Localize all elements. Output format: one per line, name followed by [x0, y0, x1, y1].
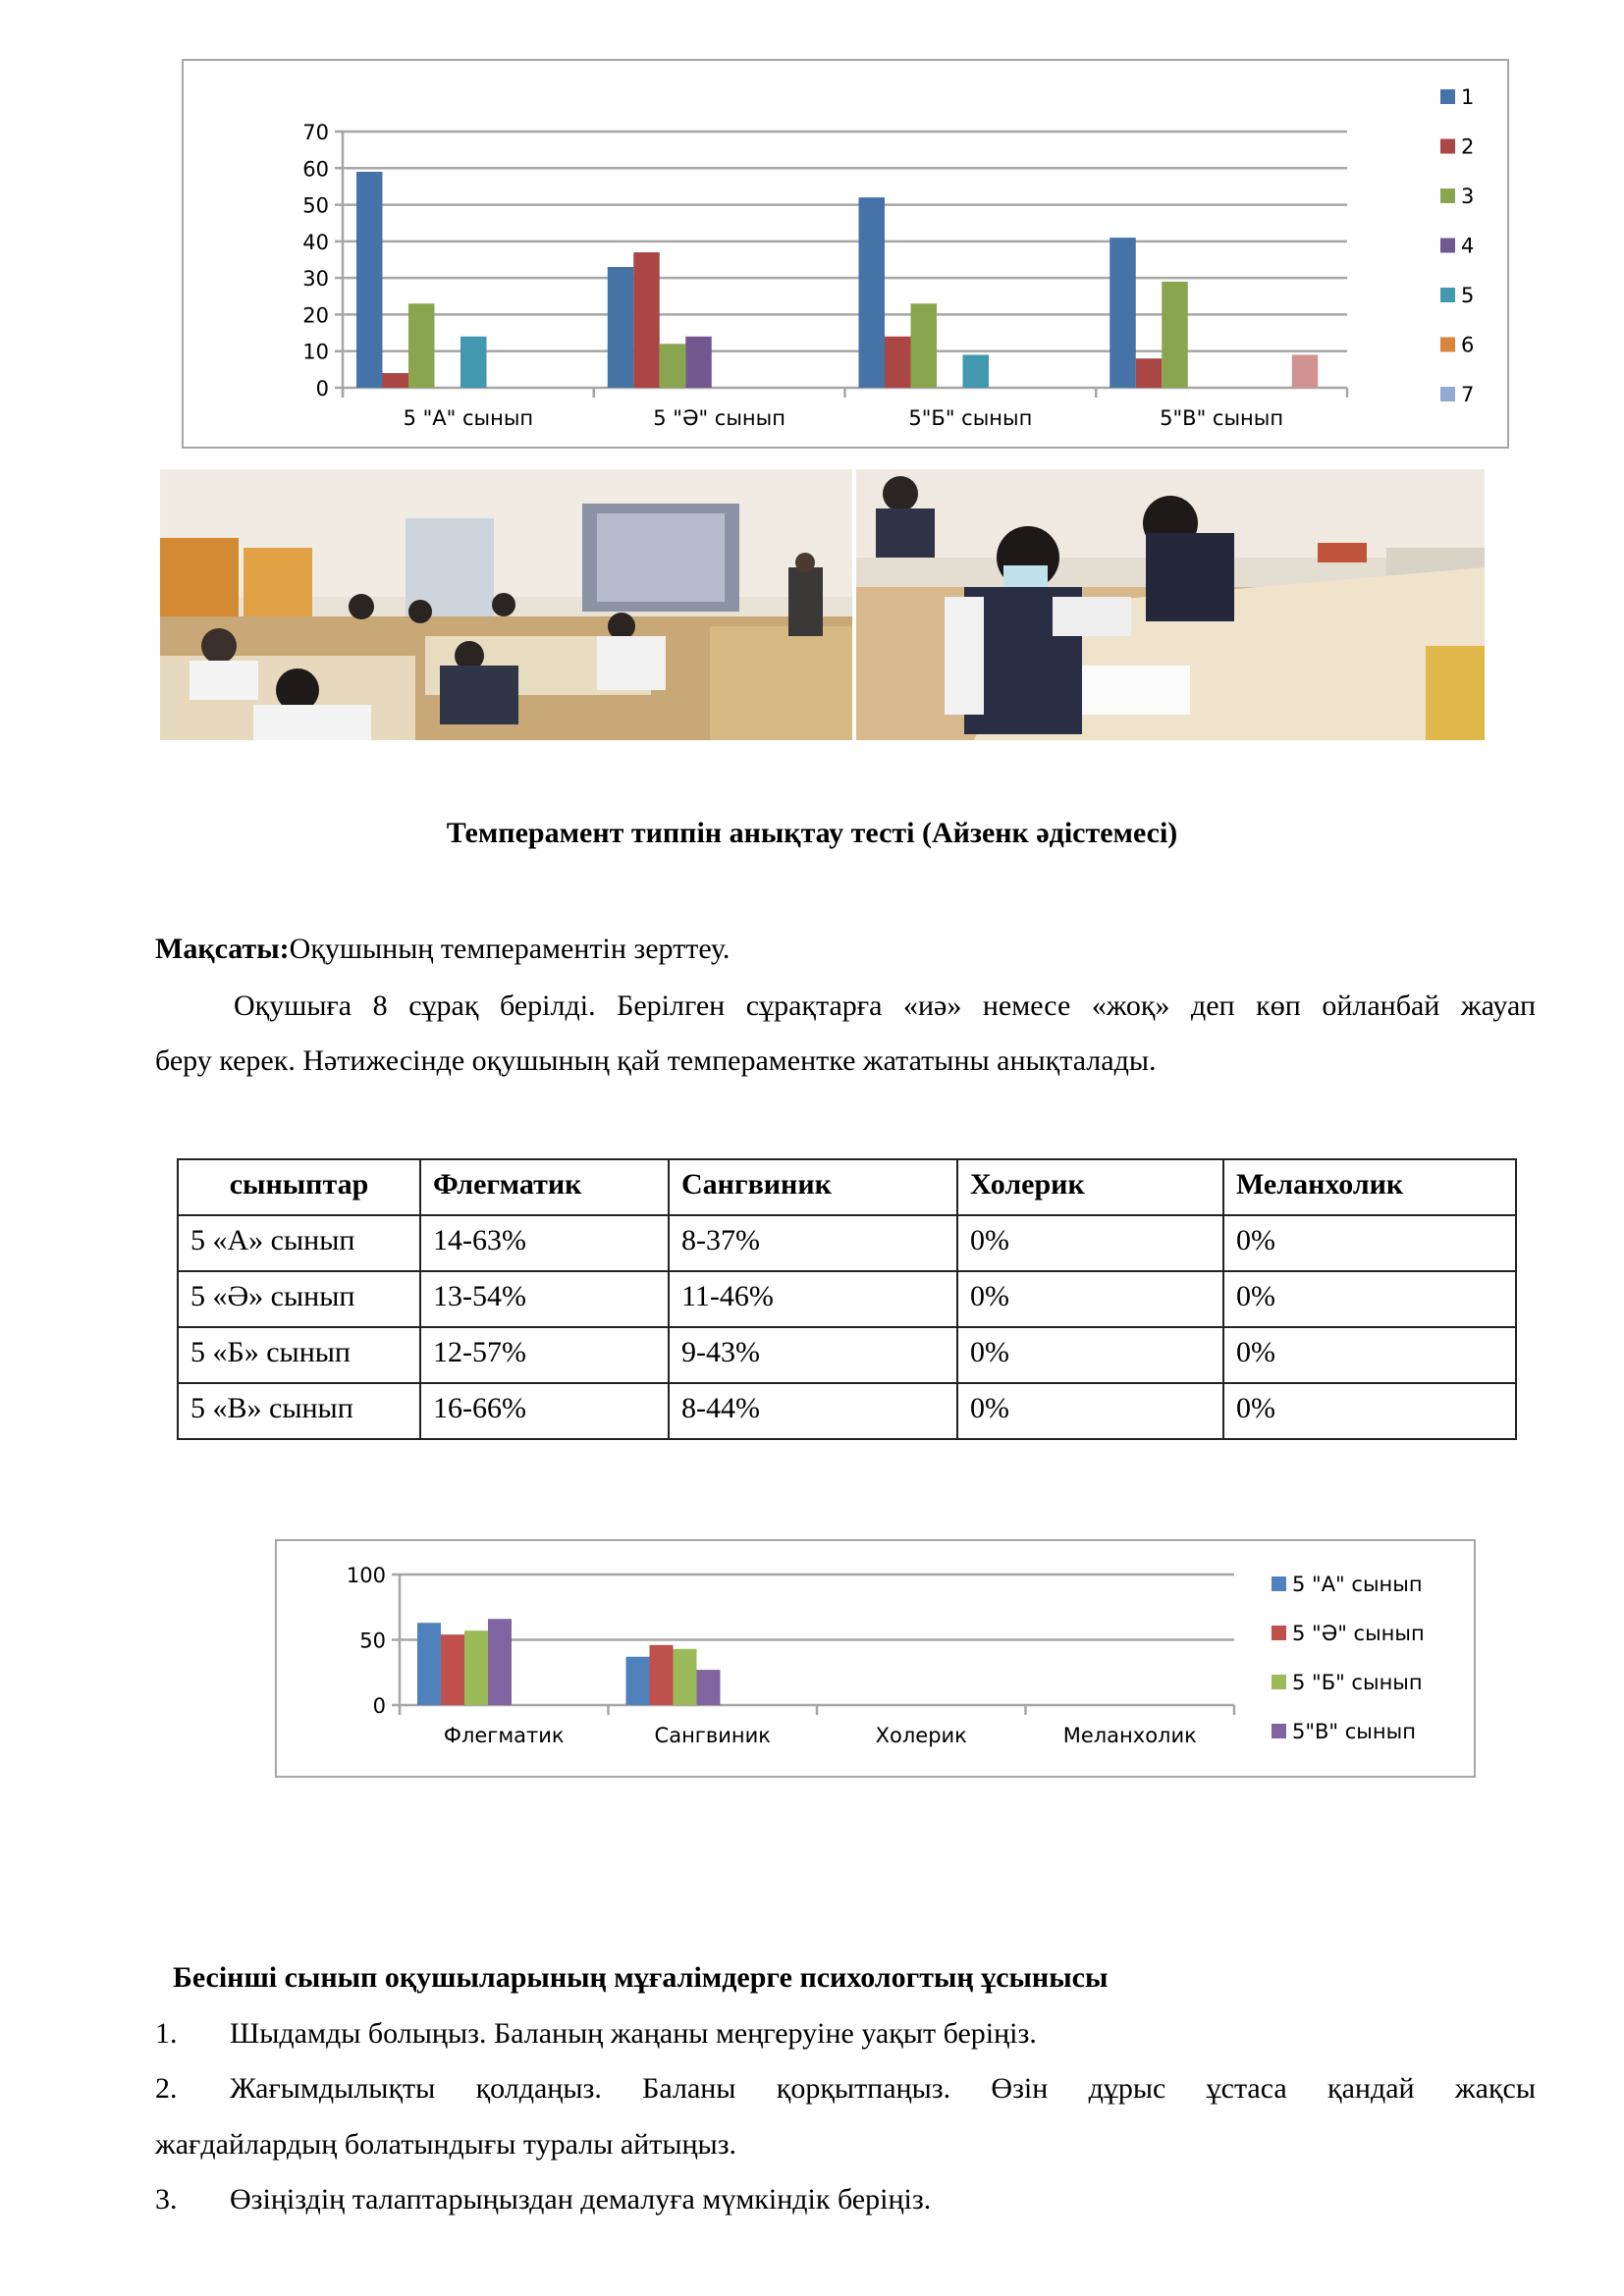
table-row: [178, 1383, 1516, 1439]
x-category-label: Холерик: [875, 1724, 967, 1747]
description-line-1: Оқушыға 8 сұрақ берілді. Берілген сұрақтарға «иә» немесе «жоқ» деп көп ойланбай жауап: [234, 989, 1536, 1022]
table-cell: 12-57%: [420, 1327, 669, 1383]
legend-label: 5: [1461, 284, 1475, 307]
table-cell: 13-54%: [420, 1271, 669, 1327]
goal-label: Мақсаты:: [155, 933, 290, 965]
y-tick-label: 0: [315, 377, 329, 400]
legend-label: 6: [1461, 333, 1475, 357]
bar: [697, 1670, 721, 1705]
recommendation-item-3: [155, 2185, 931, 2215]
x-category-label: Меланхолик: [1062, 1724, 1197, 1747]
x-category-label: 5"Б" сынып: [908, 406, 1033, 430]
table-cell: 0%: [1223, 1215, 1516, 1271]
bar: [488, 1619, 512, 1705]
bar: [674, 1649, 697, 1705]
temperament-chart: [275, 1539, 1476, 1778]
legend-label: 5 "Б" сынып: [1292, 1671, 1423, 1694]
table-cell: 0%: [957, 1327, 1223, 1383]
item-number: 1.: [155, 2017, 178, 2050]
x-category-label: 5 "А" сынып: [403, 406, 534, 430]
bar: [1292, 354, 1319, 388]
legend-label: 1: [1461, 85, 1475, 109]
legend-swatch: [1272, 1724, 1286, 1738]
classroom-overview-photo: [160, 469, 852, 740]
table-cell: 8-44%: [669, 1383, 957, 1439]
table-cell: 5 «Ә» сынып: [178, 1271, 420, 1327]
table-cell: 5 «В» сынып: [178, 1383, 420, 1439]
bar: [685, 337, 712, 388]
legend-label: 5 "Ә" сынып: [1292, 1622, 1425, 1645]
y-tick-label: 60: [302, 157, 329, 182]
bar: [626, 1657, 650, 1705]
table-cell: 9-43%: [669, 1327, 957, 1383]
x-category-label: 5 "Ә" сынып: [653, 406, 785, 430]
bar: [885, 337, 911, 388]
legend-label: 7: [1461, 383, 1475, 406]
table-cell: 5 «А» сынып: [178, 1215, 420, 1271]
legend-label: 2: [1461, 134, 1475, 159]
table-cell: 16-66%: [420, 1383, 669, 1439]
y-tick-label: 30: [302, 267, 329, 292]
header-sanguine: Сангвиник: [669, 1159, 957, 1215]
bar: [1110, 238, 1136, 388]
class-results-chart: [182, 59, 1509, 449]
bar: [911, 303, 938, 388]
bar: [660, 344, 686, 388]
legend-swatch: [1440, 288, 1455, 302]
recommendation-item-1: [155, 2019, 1037, 2049]
table-cell: 5 «Б» сынып: [178, 1327, 420, 1383]
bar: [356, 172, 383, 388]
legend-swatch: [1440, 188, 1455, 203]
y-tick-label: 50: [359, 1629, 386, 1653]
class-results-chart-svg: [184, 61, 1511, 451]
description-line-2: беру керек. Нәтижесінде оқушының қай темпераментке жататыны анықталады.: [155, 1044, 1157, 1077]
bar: [417, 1623, 441, 1705]
legend-swatch: [1440, 387, 1455, 401]
x-category-label: Флегматик: [443, 1724, 565, 1747]
bar: [608, 267, 634, 388]
table-cell: 0%: [957, 1215, 1223, 1271]
goal-text: Оқушының темпераментін зерттеу.: [289, 933, 731, 965]
legend-swatch: [1440, 239, 1455, 253]
item-text: Шыдамды болыңыз. Баланың жаңаны меңгеруіне уақыт беріңіз.: [230, 2017, 1037, 2050]
header-melancholic: Меланхолик: [1223, 1159, 1516, 1215]
header-choleric: Холерик: [957, 1159, 1223, 1215]
legend-label: 5 "А" сынып: [1292, 1573, 1423, 1596]
header-classes: сыныптар: [178, 1159, 420, 1215]
bar: [1136, 358, 1163, 388]
table-cell: 0%: [1223, 1271, 1516, 1327]
legend-swatch: [1440, 139, 1455, 154]
bar: [1162, 282, 1188, 388]
y-tick-label: 40: [302, 230, 329, 254]
table-row: [178, 1215, 1516, 1271]
recommendations-title: Бесінші сынып оқушыларының мұғалімдерге психологтың ұсынысы: [173, 1961, 1109, 1994]
y-tick-label: 0: [372, 1694, 386, 1718]
legend-label: 3: [1461, 185, 1475, 208]
legend-swatch: [1272, 1675, 1286, 1689]
legend-swatch: [1440, 89, 1455, 104]
item-number: 3.: [155, 2183, 178, 2216]
bar: [650, 1645, 674, 1705]
y-tick-label: 10: [302, 340, 329, 364]
recommendation-item-2-cont: жағдайлардың болатындығы туралы айтыңыз.: [155, 2128, 737, 2161]
y-tick-label: 20: [302, 303, 329, 328]
test-title: Темперамент типпін анықтау тесті (Айзенк әдістемесі): [446, 817, 1178, 849]
bar: [963, 354, 990, 388]
temperament-results-table: [177, 1158, 1517, 1440]
table-cell: 0%: [1223, 1327, 1516, 1383]
table-cell: 0%: [957, 1383, 1223, 1439]
students-closeup-photo: [856, 469, 1485, 740]
bar: [460, 337, 487, 388]
legend-swatch: [1440, 338, 1455, 352]
bar: [408, 303, 435, 388]
bar: [464, 1630, 488, 1705]
item-text: Жағымдылықты қолдаңыз. Баланы қорқытпаңыз. Өзін дұрыс ұстаса қандай жақсы: [230, 2072, 1536, 2105]
legend-label: 5"В" сынып: [1292, 1720, 1416, 1743]
table-cell: 0%: [1223, 1383, 1516, 1439]
table-cell: 14-63%: [420, 1215, 669, 1271]
legend-label: 4: [1461, 234, 1475, 258]
table-row: [178, 1327, 1516, 1383]
temperament-chart-svg: [277, 1541, 1478, 1780]
table-cell: 8-37%: [669, 1215, 957, 1271]
x-category-label: 5"В" сынып: [1160, 406, 1284, 430]
bar: [383, 373, 409, 388]
table-header-row: [178, 1159, 1516, 1215]
y-tick-label: 70: [302, 121, 329, 144]
x-category-label: Сангвиник: [654, 1724, 771, 1747]
goal-line: [155, 934, 730, 964]
legend-swatch: [1272, 1576, 1286, 1591]
bar: [633, 252, 660, 388]
bar: [441, 1634, 464, 1705]
item-text: Өзіңіздің талаптарыңыздан демалуға мүмкіндік беріңіз.: [230, 2183, 932, 2216]
table-cell: 11-46%: [669, 1271, 957, 1327]
legend-swatch: [1272, 1626, 1286, 1640]
y-tick-label: 100: [346, 1564, 386, 1587]
item-number: 2.: [155, 2072, 178, 2105]
table-cell: 0%: [957, 1271, 1223, 1327]
header-phlegmatic: Флегматик: [420, 1159, 669, 1215]
bar: [859, 197, 886, 388]
table-row: [178, 1271, 1516, 1327]
recommendation-item-2: [155, 2074, 1536, 2104]
y-tick-label: 50: [302, 193, 329, 218]
